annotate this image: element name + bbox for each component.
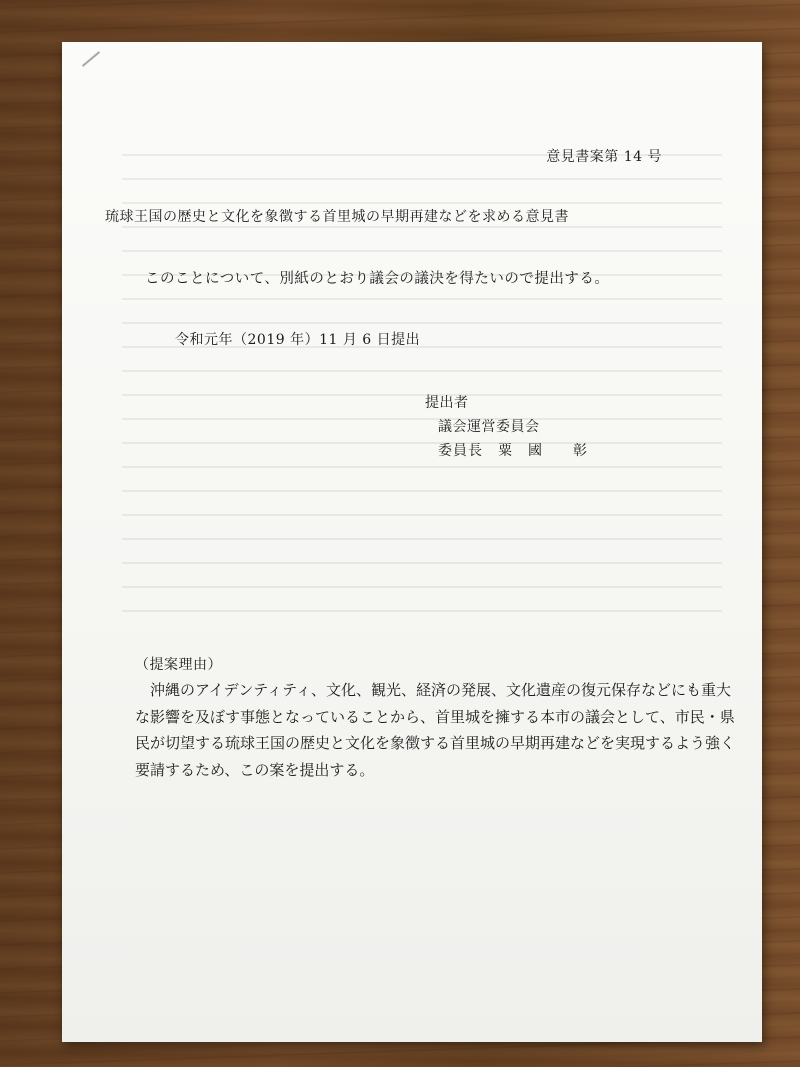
submission-date: 令和元年（2019 年）11 月 6 日提出 (175, 332, 421, 348)
reference-number: 意見書案第 14 号 (546, 149, 662, 165)
submitter-committee: 議会運営委員会 (438, 419, 540, 435)
staple-mark (82, 51, 100, 67)
submitter-chair: 委員長 粟 國 彰 (438, 443, 588, 459)
submitter-label: 提出者 (425, 395, 469, 411)
document-page (62, 42, 762, 1042)
submission-statement: このことについて、別紙のとおり議会の議決を得たいので提出する。 (145, 271, 610, 287)
document-title: 琉球王国の歴史と文化を象徴する首里城の早期再建などを求める意見書 (105, 209, 569, 225)
reason-heading: （提案理由） (135, 657, 222, 673)
reason-body: 沖縄のアイデンティティ、文化、観光、経済の発展、文化遺産の復元保存などにも重大な影響を及ぼす事態となっていることから、首里城を擁する本市の議会として、市民・県民が切望する琉球王国の歴史と文化を象徴する首里城の早期再建などを実現するよう強く要請するため、この案を提出する。 (135, 681, 736, 779)
